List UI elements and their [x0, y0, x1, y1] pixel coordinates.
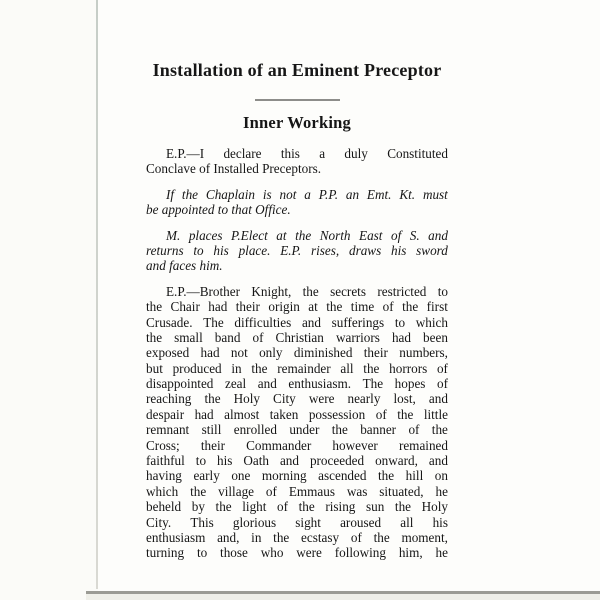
word: those — [220, 545, 248, 561]
word: the — [146, 329, 163, 345]
word: in — [251, 529, 262, 545]
word: rises, — [310, 242, 340, 258]
word: who — [260, 545, 284, 561]
text-line — [146, 530, 448, 545]
text-line — [146, 391, 448, 406]
word: the — [251, 360, 268, 376]
word: at — [276, 227, 287, 243]
word: Crusade. — [146, 314, 193, 330]
word: one — [231, 468, 251, 484]
word: still — [201, 422, 222, 438]
text-line — [146, 299, 448, 314]
word: sun — [365, 499, 385, 515]
word: banner — [360, 422, 397, 438]
word: M. — [166, 227, 181, 243]
word: almost — [224, 406, 260, 422]
word: remnant — [146, 422, 190, 438]
text-line — [146, 315, 448, 330]
word: he — [435, 545, 448, 561]
word: returns — [146, 242, 184, 258]
word: the — [326, 299, 343, 315]
word: Holy — [421, 499, 448, 515]
word: were — [308, 391, 335, 407]
word: had — [200, 345, 220, 361]
title-divider — [255, 99, 340, 101]
word: remained — [398, 437, 448, 453]
word: having — [146, 468, 182, 484]
word: however — [332, 437, 378, 453]
text-line — [146, 284, 448, 299]
word: draws — [348, 242, 382, 258]
word: ecstasy — [301, 529, 340, 545]
word: had — [391, 329, 411, 345]
word: which — [415, 314, 448, 330]
word: lost, — [393, 391, 416, 407]
word: The — [203, 314, 224, 330]
word: and — [428, 391, 448, 407]
word: the — [394, 499, 412, 515]
word: to — [196, 545, 208, 561]
text-line — [146, 453, 448, 468]
word: and — [428, 227, 448, 243]
text-line — [146, 146, 448, 161]
word: sight — [295, 514, 321, 530]
word: E.P.—I — [166, 146, 205, 161]
word: disappointed — [146, 376, 214, 392]
word: by — [191, 499, 205, 515]
word: warriors — [335, 329, 380, 345]
word: zeal — [224, 376, 247, 392]
word: first — [426, 299, 448, 315]
word: P.Elect — [231, 227, 268, 243]
word: diminished — [293, 345, 353, 361]
word: enthusiasm — [146, 529, 206, 545]
word: their — [235, 299, 260, 315]
paragraph — [146, 228, 448, 274]
word: Christian — [275, 329, 324, 345]
word: the — [215, 499, 232, 515]
word: the — [298, 499, 315, 515]
word: and — [428, 453, 448, 469]
word: E.P.—Brother — [166, 283, 240, 299]
word: early — [193, 468, 220, 484]
word: enrolled — [233, 422, 277, 438]
word: places — [188, 227, 223, 243]
word: to — [394, 314, 406, 330]
word: the — [190, 483, 207, 499]
word: light — [242, 499, 267, 515]
word: the — [373, 529, 390, 545]
word: Knight, — [251, 283, 292, 299]
word: sword — [416, 242, 448, 258]
word: place. — [238, 242, 271, 258]
page-title: Installation of an Eminent Preceptor — [152, 60, 442, 80]
word: not — [279, 186, 297, 202]
word: of — [277, 499, 289, 515]
word: beheld — [146, 499, 182, 515]
text-line: Conclave of Installed Preceptors. — [146, 161, 322, 177]
word: hopes — [394, 376, 426, 392]
word: the — [397, 406, 414, 422]
word: little — [423, 406, 448, 422]
text-line: be appointed to that Office. — [146, 202, 291, 218]
page-bottom-shadow — [86, 594, 600, 600]
word: been — [423, 329, 448, 345]
word: were — [296, 545, 322, 561]
word: a — [304, 186, 311, 202]
word: glorious — [232, 514, 277, 530]
word: to — [193, 242, 204, 258]
word: of — [265, 483, 277, 499]
word: the — [181, 186, 199, 202]
word: and, — [217, 529, 240, 545]
word: rising — [325, 499, 356, 515]
word: the — [431, 422, 448, 438]
word: the — [402, 299, 419, 315]
word: the — [363, 360, 380, 376]
word: all — [400, 514, 414, 530]
word: all — [340, 360, 354, 376]
word: East — [359, 227, 383, 243]
page-content — [146, 0, 448, 561]
word: turning — [146, 545, 185, 561]
word: their — [363, 345, 388, 361]
word: and — [279, 453, 299, 469]
text-line — [146, 345, 448, 360]
word: Holy — [233, 391, 260, 407]
word: and — [301, 314, 321, 330]
word: of — [390, 227, 402, 243]
word: following — [334, 545, 386, 561]
section-heading: Inner Working — [243, 113, 351, 132]
word: to — [195, 453, 207, 469]
word: in — [231, 360, 242, 376]
word: the — [302, 283, 319, 299]
word: Emmaus — [288, 483, 335, 499]
word: moment, — [401, 529, 448, 545]
word: aroused — [340, 514, 382, 530]
word: taken — [269, 406, 299, 422]
word: despair — [146, 406, 185, 422]
word: morning — [261, 468, 307, 484]
text-line — [146, 545, 448, 560]
word: Kt. — [399, 186, 416, 202]
text-line — [146, 376, 448, 391]
word: possession — [308, 406, 366, 422]
word: an — [345, 186, 360, 202]
word: only — [259, 345, 283, 361]
body-text — [146, 146, 448, 561]
word: band — [214, 329, 241, 345]
word: of — [436, 360, 448, 376]
word: enthusiasm. — [288, 376, 352, 392]
word: of — [375, 406, 387, 422]
text-line — [146, 243, 448, 258]
word: proceeded — [309, 453, 365, 469]
word: duly — [344, 146, 368, 161]
text-line — [146, 468, 448, 483]
paragraph — [146, 187, 448, 218]
word: the — [295, 227, 312, 243]
word: City — [273, 391, 296, 407]
word: not — [230, 345, 248, 361]
word: E.P. — [280, 242, 302, 258]
word: his — [217, 453, 233, 469]
paragraph — [146, 146, 448, 177]
text-line — [146, 422, 448, 437]
word: of — [382, 299, 394, 315]
word: S. — [409, 227, 420, 243]
word: Commander — [246, 437, 312, 453]
word: must — [422, 186, 448, 202]
word: difficulties — [234, 314, 292, 330]
word: of — [437, 376, 448, 392]
word: Chair — [170, 299, 200, 315]
text-line — [146, 484, 448, 499]
word: under — [289, 422, 320, 438]
word: he — [435, 483, 448, 499]
book-page — [98, 0, 600, 592]
word: the — [331, 422, 348, 438]
text-line — [146, 187, 448, 202]
word: is — [262, 186, 272, 202]
word: of — [408, 422, 420, 438]
word: the — [378, 468, 395, 484]
word: exposed — [146, 345, 190, 361]
word: Emt. — [366, 186, 392, 202]
word: and — [257, 376, 277, 392]
word: was — [346, 483, 368, 499]
word: horrors — [389, 360, 428, 376]
word: sufferings — [331, 314, 385, 330]
paragraph — [146, 284, 448, 561]
word: but — [146, 360, 163, 376]
text-line — [146, 361, 448, 376]
word: hill — [405, 468, 424, 484]
word: his — [432, 514, 448, 530]
word: remainder — [277, 360, 331, 376]
word: ascended — [318, 468, 367, 484]
word: his — [390, 242, 407, 258]
word: the — [146, 299, 163, 315]
word: which — [146, 483, 179, 499]
text-line — [146, 499, 448, 514]
word: village — [218, 483, 255, 499]
word: to — [437, 283, 448, 299]
text-line: and faces him. — [146, 258, 223, 274]
word: This — [190, 514, 214, 530]
word: onward, — [375, 453, 418, 469]
word: small — [174, 329, 203, 345]
word: restricted — [377, 283, 427, 299]
word: nearly — [347, 391, 381, 407]
word: of — [252, 329, 264, 345]
word: Chaplain — [205, 186, 255, 202]
word: of — [350, 529, 362, 545]
word: had — [208, 299, 228, 315]
word: North — [319, 227, 351, 243]
word: Constituted — [387, 146, 448, 161]
word: secrets — [330, 283, 366, 299]
word: If — [166, 186, 175, 202]
text-line — [146, 407, 448, 422]
word: the — [273, 529, 290, 545]
word: Cross; — [146, 437, 180, 453]
word: at — [308, 299, 318, 315]
word: reaching — [146, 391, 192, 407]
word: produced — [172, 360, 222, 376]
word: their — [200, 437, 225, 453]
word: the — [204, 391, 221, 407]
text-line — [146, 515, 448, 530]
word: numbers, — [399, 345, 448, 361]
text-line — [146, 228, 448, 243]
word: had — [194, 406, 214, 422]
word: origin — [268, 299, 300, 315]
word: his — [213, 242, 229, 258]
word: a — [319, 146, 326, 161]
word: declare — [223, 146, 262, 161]
word: Oath — [243, 453, 269, 469]
text-line — [146, 330, 448, 345]
text-line — [146, 438, 448, 453]
word: situated, — [379, 483, 424, 499]
word: him, — [398, 545, 423, 561]
word: time — [350, 299, 375, 315]
word: The — [362, 376, 384, 392]
word: P.P. — [318, 186, 338, 202]
word: City. — [146, 514, 172, 530]
word: on — [434, 468, 448, 484]
word: faithful — [146, 453, 185, 469]
word: this — [280, 146, 300, 161]
